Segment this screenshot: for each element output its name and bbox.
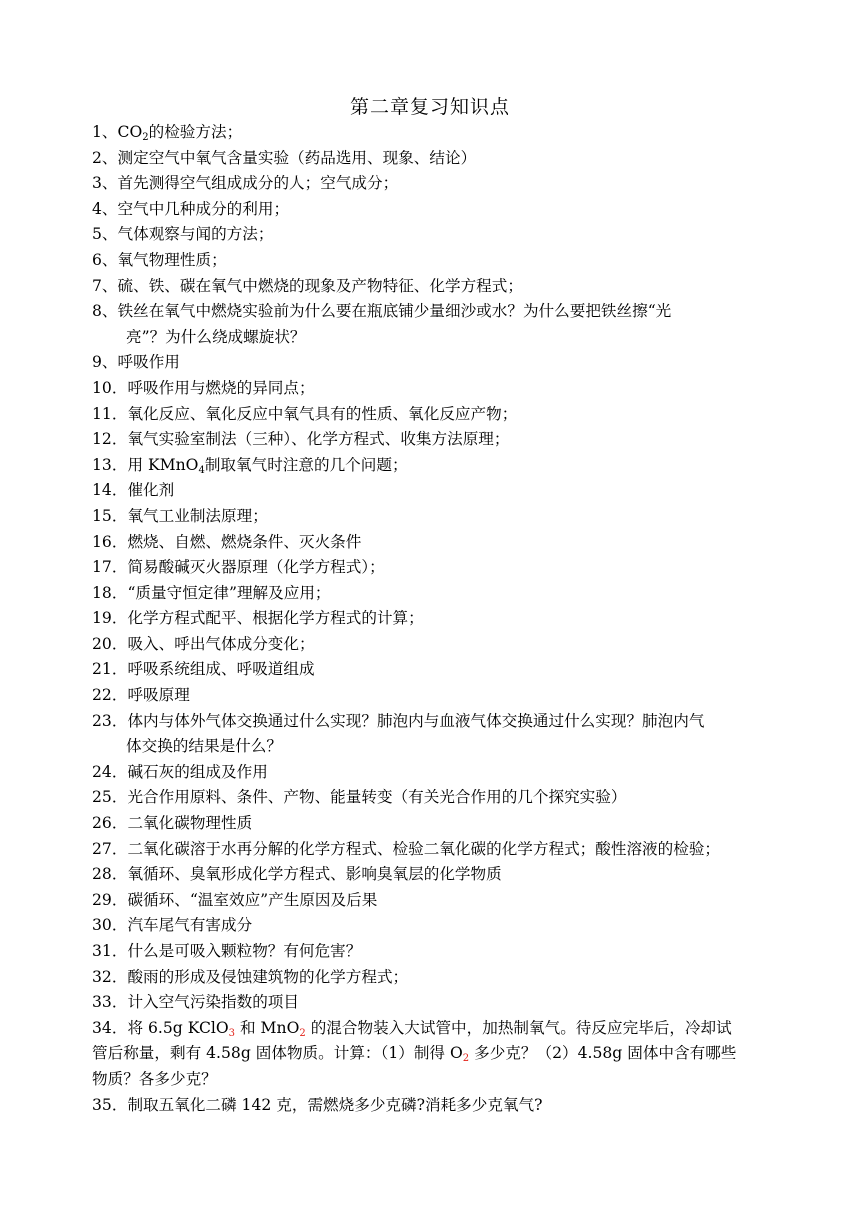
- list-item-25: [92, 785, 772, 811]
- item-text: 制取五氧化二磷 142 克，需燃烧多少克磷?消耗多少克氧气?: [127, 1095, 543, 1114]
- list-item-34: 34．将 6.5g KClO$_3$ 和 MnO$_2$ 的混合物装入大试管中，加热制氧气。待反应完毕后，冷却试 管后称量，剩有 4.58g 固体物质。计算：（1）制得 $O_2$ 多少克？（2）4.58g 固体中含有哪些 物质？各多少克？: [92, 1018, 737, 1088]
- list-item-7: [92, 274, 772, 300]
- item-text: 首先测得空气组成成分的人；空气成分；: [117, 174, 399, 193]
- item-number: 9、: [92, 353, 118, 372]
- list-item-1: 1、$CO_2$的检验方法；: [92, 123, 243, 143]
- item-number: 21．: [92, 660, 128, 679]
- list-item-35: [92, 1093, 772, 1119]
- item-text: 计入空气污染指数的项目: [127, 993, 299, 1012]
- item-text: 碱石灰的组成及作用: [127, 762, 268, 781]
- item-number: 26．: [92, 814, 128, 833]
- subscript: 2: [462, 1053, 470, 1065]
- item-number: 19．: [92, 609, 128, 628]
- list-item-29: [92, 888, 772, 914]
- knowledge-point-list: [92, 120, 772, 1118]
- item-number: 13．: [92, 455, 128, 474]
- item-text: 氧气物理性质；: [117, 250, 227, 269]
- list-item-11: [92, 402, 772, 428]
- item-text: 氧循环、臭氧形成化学方程式、影响臭氧层的化学物质: [127, 865, 502, 884]
- item-number: 29．: [92, 890, 128, 909]
- item-text: 气体观察与闻的方法；: [117, 225, 274, 244]
- page-title: 第二章复习知识点: [349, 96, 510, 118]
- item-number: 15．: [92, 506, 128, 525]
- item-number: 1、: [92, 123, 118, 141]
- list-item-6: [92, 248, 772, 274]
- item-text: 氧气工业制法原理；: [127, 506, 268, 525]
- item-text: 光合作用原料、条件、产物、能量转变（有关光合作用的几个探究实验）: [127, 788, 627, 807]
- item-text: 二氧化碳溶于水再分解的化学方程式、检验二氧化碳的化学方程式；酸性溶液的检验；: [127, 839, 721, 858]
- item-number: 25．: [92, 788, 128, 807]
- item-text: 吸入、呼出气体成分变化；: [127, 634, 315, 653]
- item-number: 11．: [92, 404, 128, 423]
- item-number: 22．: [92, 686, 128, 705]
- list-item-26: [92, 811, 772, 837]
- item-text: 燃烧、自燃、燃烧条件、灭火条件: [127, 532, 362, 551]
- item-text: 呼吸系统组成、呼吸道组成: [127, 660, 315, 679]
- item-number: 32．: [92, 967, 128, 986]
- list-item-24: [92, 760, 772, 786]
- list-item-8: [92, 299, 772, 350]
- list-item-9: [92, 350, 772, 376]
- item-number: 30．: [92, 916, 128, 935]
- list-item-32: [92, 965, 772, 991]
- item-text: 铁丝在氧气中燃烧实验前为什么要在瓶底铺少量细沙或水？为什么要把铁丝擦“光: [117, 302, 672, 321]
- item-number: 20．: [92, 634, 128, 653]
- item-text-continuation: 体交换的结果是什么？: [126, 737, 282, 756]
- item-text: 氧化反应、氧化反应中氧气具有的性质、氧化反应产物；: [127, 404, 518, 423]
- subscript: 2: [299, 1027, 306, 1039]
- list-item-10: [92, 376, 772, 402]
- item-number: 34．: [92, 1018, 128, 1037]
- item-text: 什么是可吸入颗粒物？有何危害？: [127, 942, 362, 960]
- list-item-17: [92, 555, 772, 581]
- item-text: 二氧化碳物理性质: [127, 814, 253, 833]
- item-number: 7、: [92, 276, 118, 295]
- list-item-19: [92, 606, 772, 632]
- list-item-4: [92, 197, 772, 223]
- item-text: 呼吸作用: [117, 353, 180, 372]
- item-text: 呼吸原理: [127, 686, 190, 705]
- item-number: 6、: [92, 250, 118, 269]
- item-number: 14．: [92, 481, 128, 500]
- item-text: 汽车尾气有害成分: [127, 916, 253, 935]
- list-item-3: [92, 171, 772, 197]
- list-item-27: [92, 837, 772, 863]
- item-number: 3、: [92, 174, 118, 193]
- item-number: 28．: [92, 865, 128, 884]
- list-item-23: [92, 709, 772, 760]
- item-number: 10．: [92, 378, 128, 397]
- item-text: 酸雨的形成及侵蚀建筑物的化学方程式；: [127, 967, 409, 986]
- list-item-22: [92, 683, 772, 709]
- list-item-12: [92, 427, 772, 453]
- subscript: 4: [198, 464, 205, 476]
- subscript: 2: [142, 132, 149, 143]
- item-number: 31．: [92, 942, 128, 960]
- item-number: 24．: [92, 762, 128, 781]
- item-number: 4、: [92, 199, 118, 218]
- item-text: 硫、铁、碳在氧气中燃烧的现象及产物特征、化学方程式；: [117, 276, 523, 295]
- list-item-16: [92, 530, 772, 556]
- item-text: 碳循环、“温室效应”产生原因及后果: [127, 890, 378, 909]
- list-item-5: [92, 222, 772, 248]
- list-item-21: [92, 657, 772, 683]
- list-item-33: [92, 990, 772, 1016]
- item-number: 33．: [92, 993, 128, 1012]
- item-text: 测定空气中氧气含量实验（药品选用、现象、结论）: [117, 148, 477, 167]
- item-number: 5、: [92, 225, 118, 244]
- list-item-15: [92, 504, 772, 530]
- item-text: 空气中几种成分的利用；: [117, 199, 290, 218]
- item-number: 35．: [92, 1095, 128, 1114]
- list-item-2: [92, 146, 772, 172]
- item-text: 化学方程式配平、根据化学方程式的计算；: [127, 609, 424, 628]
- item-number: 18．: [92, 583, 128, 602]
- item-number: 16．: [92, 532, 128, 551]
- item-number: 2、: [92, 148, 118, 167]
- list-item-28: [92, 862, 772, 888]
- list-item-13: 13．用 KMnO$_4$制取氧气时注意的几个问题；: [92, 455, 408, 476]
- item-number: 27．: [92, 839, 128, 858]
- item-number: 8、: [92, 302, 118, 321]
- item-number: 12．: [92, 430, 128, 449]
- list-item-31: [92, 939, 772, 965]
- item-text: 氧气实验室制法（三种）、化学方程式、收集方法原理；: [127, 430, 510, 449]
- list-item-20: [92, 632, 772, 658]
- item-text: 呼吸作用与燃烧的异同点；: [127, 378, 315, 397]
- item-number: 17．: [92, 558, 128, 577]
- list-item-30: [92, 913, 772, 939]
- item-text: 催化剂: [127, 481, 175, 500]
- item-text: 简易酸碱灭火器原理（化学方程式）；: [127, 558, 385, 577]
- list-item-14: [92, 478, 772, 504]
- item-number: 23．: [92, 711, 128, 730]
- item-text: “质量守恒定律”理解及应用；: [127, 583, 331, 602]
- item-text-continuation: 亮”？为什么绕成螺旋状？: [126, 327, 306, 346]
- subscript: 3: [228, 1027, 236, 1039]
- list-item-18: [92, 581, 772, 607]
- item-text: 体内与体外气体交换通过什么实现？肺泡内与血液气体交换通过什么实现？肺泡内气: [127, 711, 705, 730]
